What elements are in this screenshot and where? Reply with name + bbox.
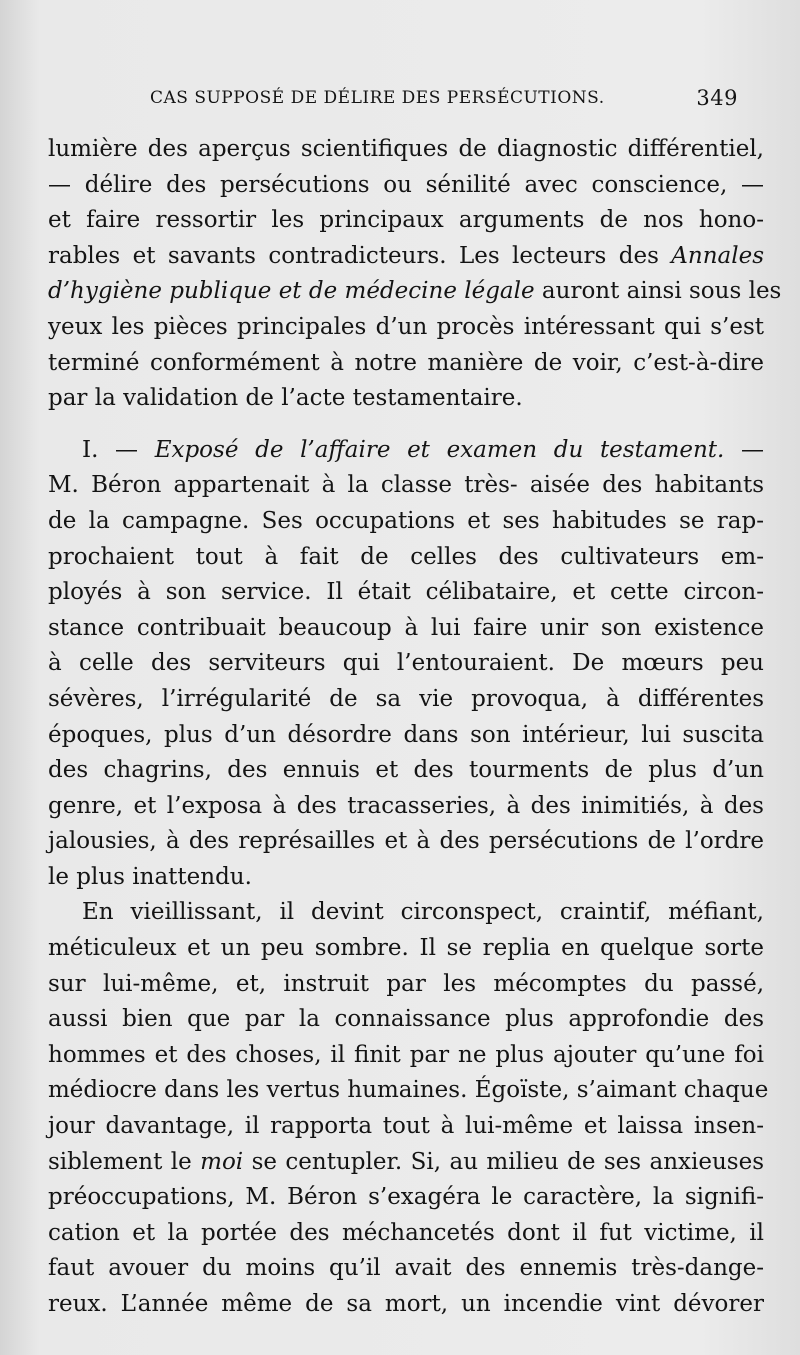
- text-line: yeux les pièces principales d’un procès intéressant qui s’est: [48, 313, 764, 340]
- text-line: hommes et des choses, il finit par ne plus ajouter qu’une foi: [48, 1041, 764, 1068]
- text-line: ployés à son service. Il était célibataire, et cette circon-: [48, 579, 764, 606]
- text-line: M. Béron appartenait à la classe très- aisée des habitants: [48, 472, 764, 499]
- text-line: terminé conformément à notre manière de voir, c’est-à-dire: [48, 349, 764, 376]
- text-line: aussi bien que par la connaissance plus approfondie des: [48, 1006, 764, 1033]
- text-line: stance contribuait beaucoup à lui faire unir son existence: [48, 614, 764, 641]
- text-line: méticuleux et un peu sombre. Il se replia en quelque sorte: [48, 935, 764, 962]
- running-title: CAS SUPPOSÉ DE DÉLIRE DES PERSÉCUTIONS.: [150, 88, 605, 108]
- text-line: le plus inattendu.: [48, 863, 252, 890]
- text-line: cation et la portée des méchancetés dont il fut victime, il: [48, 1219, 764, 1246]
- text-line: de la campagne. Ses occupations et ses habitudes se rap-: [48, 507, 764, 534]
- text-line: sur lui-même, et, instruit par les mécomptes du passé,: [48, 970, 764, 997]
- text-line: faut avouer du moins qu’il avait des ennemis très-dange-: [48, 1255, 764, 1282]
- section-gap: [48, 417, 764, 433]
- text-segment: —: [741, 436, 764, 463]
- text-line: reux. L’année même de sa mort, un incendie vint dévorer: [48, 1291, 764, 1317]
- italic-word: moi: [200, 1148, 244, 1175]
- text-line: jour davantage, il rapporta tout à lui-même et laissa insen-: [48, 1113, 764, 1140]
- text-line: sévères, l’irrégularité de sa vie provoqua, à différentes: [48, 685, 764, 712]
- text-line: médiocre dans les vertus humaines. Égoïste, s’aimant chaque: [48, 1077, 769, 1104]
- text-segment: siblement le: [48, 1148, 192, 1175]
- text-segment: se centupler. Si, au milieu de ses anxieuses: [251, 1148, 765, 1175]
- text-line: par la validation de l’acte testamentaire.: [48, 385, 523, 412]
- section-heading-line: [48, 433, 764, 469]
- text-line: — délire des persécutions ou sénilité avec conscience, —: [48, 171, 764, 198]
- paragraph-1: [48, 132, 782, 417]
- text-segment: rables et savants contradicteurs. Les lecteurs des: [48, 242, 659, 269]
- section-title: Exposé de l’affaire et examen du testament.: [154, 436, 725, 463]
- paragraph-3: [48, 895, 769, 1322]
- text-line: époques, plus d’un désordre dans son intérieur, lui suscita: [48, 721, 764, 748]
- italic-journal-title: d’hygiène publique et de médecine légale: [48, 278, 535, 305]
- body-text: [48, 132, 782, 1323]
- text-line: jalousies, à des représailles et à des persécutions de l’ordre: [48, 828, 764, 855]
- text-line: lumière des aperçus scientifiques de diagnostic différentiel,: [48, 136, 764, 162]
- text-line: genre, et l’exposa à des tracasseries, à des inimitiés, à des: [48, 792, 764, 819]
- text-line: à celle des serviteurs qui l’entouraient. De mœurs peu: [48, 650, 764, 677]
- text-line: des chagrins, des ennuis et des tourments de plus d’un: [48, 757, 764, 784]
- text-line: préoccupations, M. Béron s’exagéra le caractère, la signifi-: [48, 1184, 764, 1211]
- text-segment: auront ainsi sous les: [541, 278, 782, 305]
- text-line: prochaient tout à fait de celles des cultivateurs em-: [48, 543, 764, 570]
- text-line: En vieillissant, il devint circonspect, craintif, méfiant,: [82, 899, 764, 926]
- page-number: 349: [696, 86, 738, 110]
- text-line: et faire ressortir les principaux arguments de nos hono-: [48, 207, 764, 234]
- italic-journal-title: Annales: [671, 242, 765, 269]
- text-line: [48, 1145, 764, 1181]
- section-number: I. —: [82, 436, 139, 463]
- paragraph-2: [48, 433, 764, 896]
- text-line: [48, 274, 782, 310]
- text-line: [48, 239, 764, 275]
